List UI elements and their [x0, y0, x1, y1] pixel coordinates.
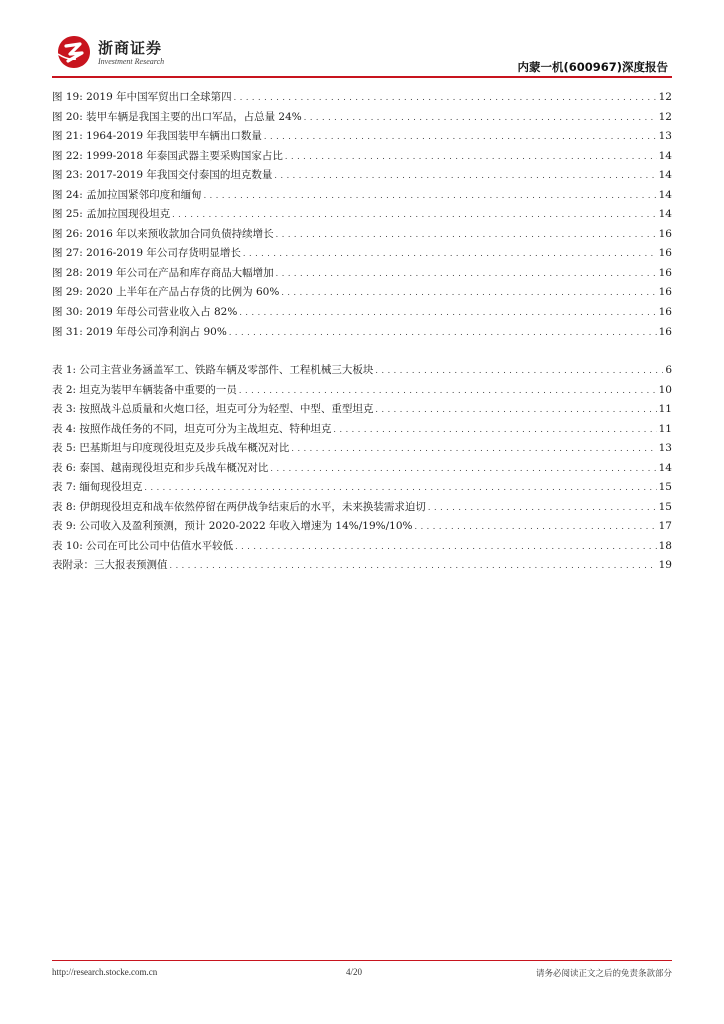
toc-entry-figure-21[interactable]	[52, 128, 672, 148]
dot-leader	[291, 444, 656, 453]
toc-entry-figure-29[interactable]	[52, 284, 672, 304]
dot-leader	[170, 561, 657, 570]
toc-entry-table-3[interactable]	[52, 401, 672, 421]
footer-disclaimer: 请务必阅读正文之后的免责条款部分	[535, 969, 672, 979]
toc-entry-table-6[interactable]	[52, 460, 672, 480]
toc-entry-figure-26[interactable]	[52, 226, 672, 246]
toc-entry-page: 14	[658, 208, 672, 221]
figure-index	[52, 89, 672, 343]
footer-url-link[interactable]: http://research.stocke.com.cn	[52, 967, 158, 977]
dot-leader	[235, 542, 657, 551]
toc-entry-label: 图 31: 2019 年母公司净利润占 90%	[52, 325, 227, 338]
toc-entry-label: 图 24: 孟加拉国紧邻印度和缅甸	[52, 188, 202, 201]
toc-entry-label: 图 28: 2019 年公司在产品和库存商品大幅增加	[52, 266, 274, 279]
footer-divider	[52, 960, 672, 961]
toc-entry-table-appendix[interactable]	[52, 557, 672, 577]
dot-leader	[270, 464, 656, 473]
dot-leader	[285, 152, 657, 161]
toc-entry-page: 14	[658, 188, 672, 201]
toc-entry-label: 表 6: 泰国、越南现役坦克和步兵战车概况对比	[52, 461, 269, 474]
toc-entry-label: 图 19: 2019 年中国军贸出口全球第四	[52, 91, 232, 103]
toc-entry-page: 13	[658, 130, 672, 143]
toc-entry-label: 图 25: 孟加拉国现役坦克	[52, 208, 171, 221]
dot-leader	[204, 191, 657, 200]
dot-leader	[229, 328, 657, 337]
dot-leader	[428, 503, 657, 512]
toc-entry-table-1[interactable]	[52, 362, 672, 382]
toc-entry-page: 17	[658, 520, 672, 533]
dot-leader	[144, 483, 656, 492]
toc-entry-figure-24[interactable]	[52, 187, 672, 207]
toc-entry-label: 图 29: 2020 上半年在产品占存货的比例为 60%	[52, 286, 280, 299]
toc-entry-page: 14	[658, 169, 672, 182]
toc-entry-page: 16	[658, 227, 672, 240]
dot-leader	[234, 93, 657, 102]
toc-entry-page: 12	[658, 91, 672, 103]
toc-entry-page: 6	[665, 364, 672, 376]
dot-leader	[172, 210, 657, 219]
dot-leader	[264, 132, 657, 141]
toc-entry-label: 表 5: 巴基斯坦与印度现役坦克及步兵战车概况对比	[52, 442, 290, 455]
toc-entry-page: 11	[658, 422, 672, 435]
toc-entry-page: 10	[658, 383, 672, 396]
toc-entry-figure-23[interactable]	[52, 167, 672, 187]
toc-entry-label: 表 1: 公司主营业务涵盖军工、铁路车辆及零部件、工程机械三大板块	[52, 364, 374, 376]
toc-entry-label: 图 27: 2016-2019 年公司存货明显增长	[52, 247, 241, 260]
toc-entry-figure-30[interactable]	[52, 304, 672, 324]
toc-entry-table-10[interactable]	[52, 538, 672, 558]
dot-leader	[243, 249, 657, 258]
toc-entry-label: 图 21: 1964-2019 年我国装甲车辆出口数量	[52, 130, 262, 143]
toc-entry-page: 13	[658, 442, 672, 455]
table-index	[52, 362, 672, 577]
toc-entry-figure-28[interactable]	[52, 265, 672, 285]
toc-entry-label: 表 10: 公司在可比公司中估值水平较低	[52, 539, 234, 552]
toc-entry-page: 15	[658, 481, 672, 494]
toc-entry-label: 图 30: 2019 年母公司营业收入占 82%	[52, 306, 238, 319]
zheshang-securities-logo-icon	[56, 34, 92, 70]
dot-leader	[304, 113, 657, 122]
toc-entry-table-2[interactable]	[52, 382, 672, 402]
toc-entry-label: 表 7: 缅甸现役坦克	[52, 481, 143, 494]
brand-name: 浙商证券	[98, 39, 163, 57]
toc-entry-label: 图 20: 装甲车辆是我国主要的出口军品，占总量 24%	[52, 110, 302, 123]
toc-entry-page: 16	[658, 286, 672, 299]
toc-entry-page: 16	[658, 306, 672, 319]
dot-leader	[239, 386, 657, 395]
toc-entry-page: 12	[658, 110, 672, 123]
toc-entry-table-5[interactable]	[52, 440, 672, 460]
toc-entry-page: 16	[658, 325, 672, 338]
toc-entry-figure-22[interactable]	[52, 148, 672, 168]
dot-leader	[375, 366, 663, 375]
toc-entry-page: 15	[658, 500, 672, 513]
toc-entry-page: 16	[658, 247, 672, 260]
dot-leader	[415, 522, 657, 531]
toc-entry-figure-19[interactable]	[52, 89, 672, 109]
dot-leader	[276, 269, 657, 278]
toc-entry-label: 图 26: 2016 年以来预收款加合同负债持续增长	[52, 227, 274, 240]
toc-entry-table-8[interactable]	[52, 499, 672, 519]
toc-entry-label: 图 22: 1999-2018 年泰国武器主要采购国家占比	[52, 149, 283, 162]
page-number: 4/20	[346, 967, 363, 977]
toc-entry-label: 表 3: 按照战斗总质量和火炮口径，坦克可分为轻型、中型、重型坦克	[52, 403, 374, 416]
toc-entry-label: 表附录：三大报表预测值	[52, 559, 168, 572]
report-title: 内蒙一机(600967)深度报告	[517, 60, 668, 74]
toc-entry-table-9[interactable]	[52, 518, 672, 538]
toc-entry-label: 表 8: 伊朗现役坦克和战车依然停留在两伊战争结束后的水平，未来换装需求迫切	[52, 500, 426, 513]
toc-entry-table-4[interactable]	[52, 421, 672, 441]
toc-entry-page: 11	[658, 403, 672, 416]
dot-leader	[276, 230, 657, 239]
toc-entry-label: 图 23: 2017-2019 年我国交付泰国的坦克数量	[52, 169, 273, 182]
toc-entry-figure-20[interactable]	[52, 109, 672, 129]
toc-entry-figure-27[interactable]	[52, 245, 672, 265]
toc-entry-label: 表 9: 公司收入及盈利预测，预计 2020-2022 年收入增速为 14%/19%/10%	[52, 520, 413, 533]
toc-entry-page: 18	[658, 539, 672, 552]
toc-entry-figure-31[interactable]	[52, 324, 672, 344]
toc-entry-page: 14	[658, 149, 672, 162]
toc-entry-label: 表 2: 坦克为装甲车辆装备中重要的一员	[52, 383, 237, 396]
dot-leader	[281, 288, 656, 297]
toc-entry-page: 14	[658, 461, 672, 474]
header-divider	[52, 76, 672, 78]
page-header	[0, 0, 724, 80]
page-footer	[0, 955, 724, 995]
dot-leader	[333, 425, 656, 434]
brand-tagline: Investment Research	[98, 57, 165, 66]
dot-leader	[239, 308, 656, 317]
toc-entry-page: 16	[658, 266, 672, 279]
toc-entry-figure-25[interactable]	[52, 206, 672, 226]
toc-entry-page: 19	[658, 559, 672, 572]
dot-leader	[274, 171, 656, 180]
toc-entry-table-7[interactable]	[52, 479, 672, 499]
toc-entry-label: 表 4: 按照作战任务的不同，坦克可分为主战坦克、特种坦克	[52, 422, 332, 435]
dot-leader	[375, 405, 656, 414]
